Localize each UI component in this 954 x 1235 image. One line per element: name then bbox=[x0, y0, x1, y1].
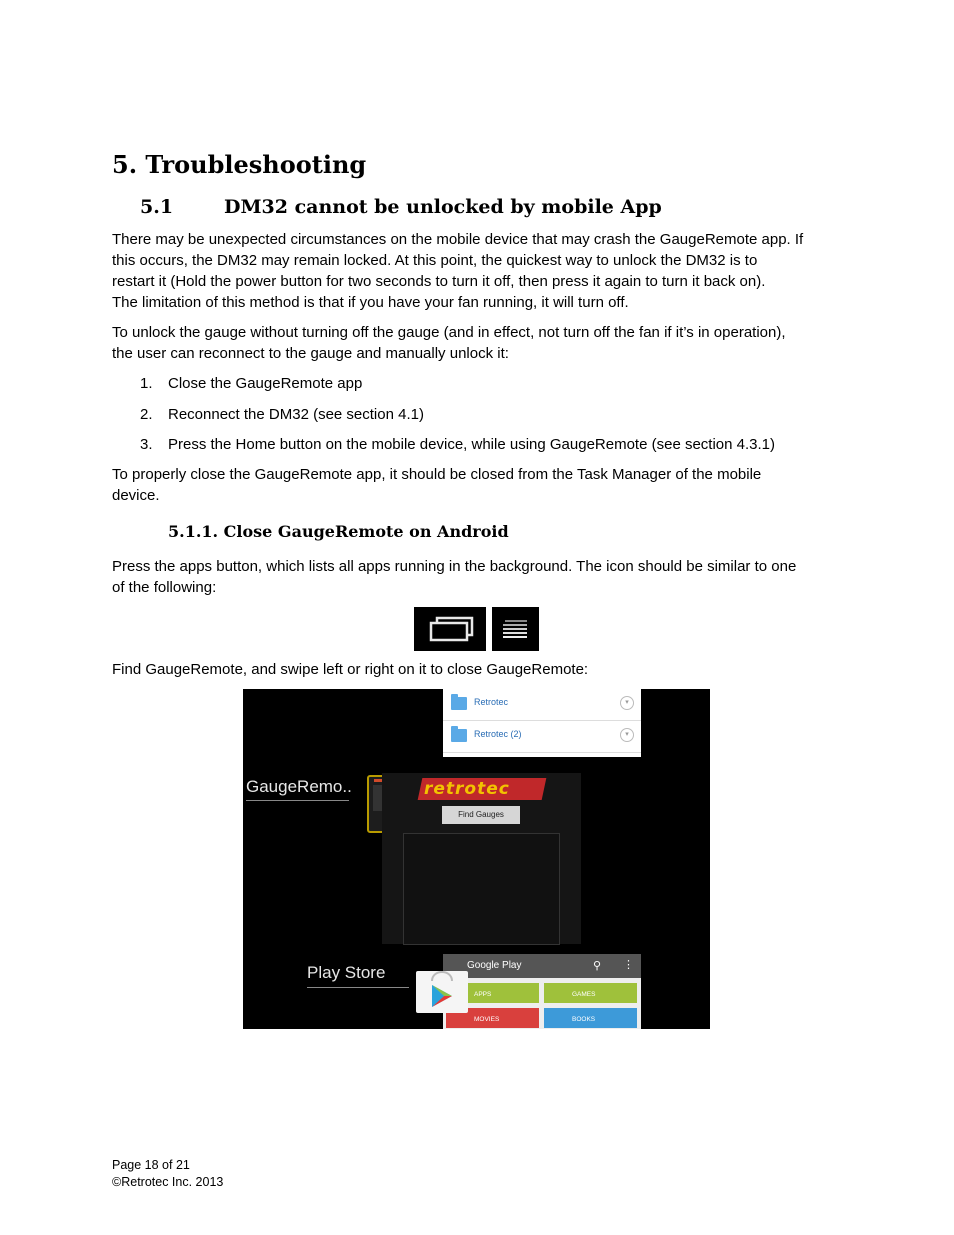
step-number-3: 3. bbox=[140, 436, 153, 453]
file-name: Retrotec (2) bbox=[474, 729, 522, 739]
text-line: this occurs, the DM32 may remain locked. At this point, the quickest way to unlock the DM32 is to bbox=[112, 252, 758, 269]
chevron-down-icon[interactable]: ▾ bbox=[620, 696, 634, 710]
text-line: There may be unexpected circumstances on the mobile device that may crash the GaugeRemote app. If bbox=[112, 231, 804, 248]
subsubsection-title: 5.1.1. Close GaugeRemote on Android bbox=[168, 522, 509, 541]
google-play-card[interactable] bbox=[443, 954, 641, 1029]
list-item[interactable] bbox=[443, 689, 641, 721]
google-play-title: Google Play bbox=[467, 960, 522, 971]
paragraph-crash-info bbox=[112, 229, 842, 313]
step-text-1: Close the GaugeRemote app bbox=[168, 375, 363, 392]
play-store-task-label[interactable]: Play Store bbox=[307, 963, 409, 988]
paragraph-apps-button bbox=[112, 556, 842, 598]
text-line: of the following: bbox=[112, 579, 217, 596]
paragraph-unlock-info bbox=[112, 322, 842, 364]
page-number: Page 18 of 21 bbox=[112, 1158, 190, 1172]
search-icon[interactable]: ⚲ bbox=[593, 960, 602, 972]
gaugeremote-app-card[interactable] bbox=[382, 773, 581, 944]
gauge-list-area bbox=[403, 833, 560, 945]
text-line: device. bbox=[112, 487, 160, 504]
paragraph-task-manager bbox=[112, 464, 842, 506]
text-line: To properly close the GaugeRemote app, it should be closed from the Task Manager of the mobile bbox=[112, 466, 762, 483]
recent-apps-list-icon bbox=[492, 607, 539, 651]
google-play-action-bar bbox=[443, 954, 641, 978]
step-text-3: Press the Home button on the mobile device, while using GaugeRemote (see section 4.3.1) bbox=[168, 436, 776, 453]
folder-icon bbox=[451, 697, 467, 710]
tile-movies[interactable]: MOVIES bbox=[446, 1008, 539, 1028]
copyright: ©Retrotec Inc. 2013 bbox=[112, 1175, 224, 1189]
list-item[interactable] bbox=[443, 721, 641, 753]
text-line: Press the apps button, which lists all apps running in the background. The icon should be similar to one bbox=[112, 558, 797, 575]
gaugeremote-task-label[interactable]: GaugeRemo.. bbox=[246, 777, 349, 801]
retrotec-logo: retrotec bbox=[424, 779, 510, 799]
task-manager-screenshot bbox=[243, 689, 710, 1029]
text-line: the user can reconnect to the gauge and manually unlock it: bbox=[112, 345, 509, 362]
tile-apps[interactable]: APPS bbox=[446, 983, 539, 1003]
chevron-down-icon[interactable]: ▾ bbox=[620, 728, 634, 742]
text-line: The limitation of this method is that if you have your fan running, it will turn off. bbox=[112, 294, 629, 311]
step-number-1: 1. bbox=[140, 375, 153, 392]
folder-icon bbox=[451, 729, 467, 742]
file-manager-card[interactable] bbox=[443, 689, 641, 757]
play-store-icon bbox=[416, 971, 468, 1013]
subsection-number: 5.1 bbox=[140, 196, 174, 218]
tile-games[interactable]: GAMES bbox=[544, 983, 637, 1003]
step-number-2: 2. bbox=[140, 406, 153, 423]
page-title: 5. Troubleshooting bbox=[112, 150, 367, 179]
swipe-instruction: Find GaugeRemote, and swipe left or right on it to close GaugeRemote: bbox=[112, 661, 589, 678]
find-gauges-button[interactable]: Find Gauges bbox=[442, 806, 520, 824]
step-text-2: Reconnect the DM32 (see section 4.1) bbox=[168, 406, 424, 423]
recent-apps-icon bbox=[414, 607, 486, 651]
overflow-menu-icon[interactable]: ⋮ bbox=[623, 959, 634, 971]
subsection-title: DM32 cannot be unlocked by mobile App bbox=[224, 196, 662, 218]
text-line: To unlock the gauge without turning off the gauge (and in effect, not turn off the fan if it’s in operation), bbox=[112, 324, 786, 341]
text-line: restart it (Hold the power button for two seconds to turn it off, then press it again to turn it back on). bbox=[112, 273, 766, 290]
tile-books[interactable]: BOOKS bbox=[544, 1008, 637, 1028]
file-name: Retrotec bbox=[474, 697, 509, 707]
